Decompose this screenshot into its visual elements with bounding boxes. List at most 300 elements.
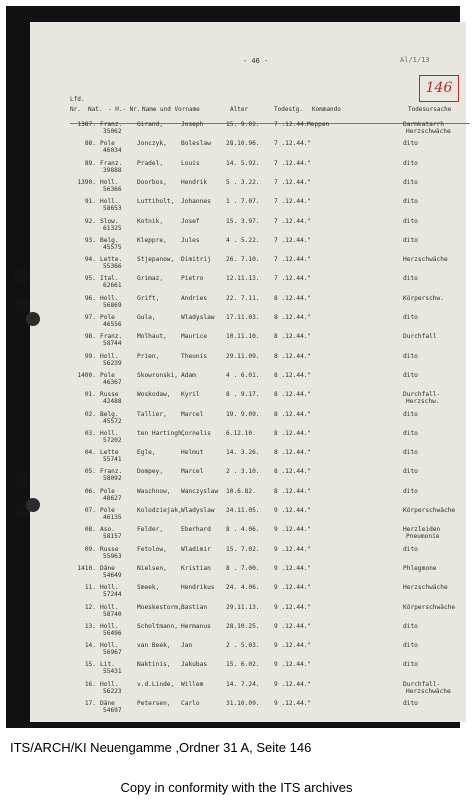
first-name: Pietro [181,275,204,283]
cause-of-death: Herzschwäche [403,584,448,592]
birth-date: 6.12.10. [226,429,256,437]
nationality: Holl. [100,178,119,186]
surname: Tallier, [137,410,167,418]
prisoner-number: 46135 [103,514,122,521]
surname: Luttiholt, [137,198,175,206]
header-name: Name und Vorname [142,106,200,113]
first-name: Wladyslaw [181,314,215,321]
entry-number: 06. [84,487,96,495]
cause-of-death: Körperschw. [403,294,444,302]
surname: Girand, [137,121,164,128]
nationality: Pole [100,507,115,514]
kommando: " [307,680,311,688]
prisoner-number: 46556 [103,321,122,328]
nationality: Belg. [100,410,119,418]
nationality: Holl. [100,680,119,688]
first-name: Wladyslaw [181,507,215,514]
kommando: " [307,217,311,225]
prisoner-number: 48627 [103,494,122,502]
death-date: 9 .12.44. [274,661,308,669]
death-date: 9 .12.44. [274,603,308,611]
cause-of-death: dito [403,642,418,650]
birth-date: 17.11.03. [226,314,260,321]
cause-of-death: dito [403,159,418,167]
cause-of-death: dito [403,314,418,321]
first-name: Willem [181,680,204,688]
entry-number: 13. [84,622,96,630]
entry-number: 99. [84,352,96,360]
conformity-caption: Copy in conformity with the ITS archives [120,780,353,795]
death-date: 7 .12.44. [274,275,308,283]
nationality: Pole [100,487,115,495]
nationality: Lette [100,449,119,457]
first-name: Marcel [181,468,204,476]
prisoner-number: 42488 [103,398,122,406]
death-date: 7 .12.44. [274,178,308,186]
death-date: 8 .12.44. [274,371,308,379]
entry-number: 16. [84,680,96,688]
prisoner-number: 56496 [103,629,122,637]
punch-hole-left-lower [14,472,30,488]
first-name: Josef [181,217,200,225]
cause-of-death: Durchfall- [403,391,441,399]
prisoner-number: 55741 [103,456,122,464]
surname: Moeskestorm, [137,603,182,611]
kommando: " [307,468,311,476]
entry-number: 1410. [77,564,96,572]
cause-of-death-line2: Herzschwäche [406,128,451,135]
surname: v.d.Linde, [137,680,175,688]
nationality: Holl. [100,294,119,302]
prisoner-number: 56223 [103,687,122,695]
table-row [63,700,473,722]
entry-number: 1387. [77,121,96,128]
punch-hole-left-upper [14,268,30,284]
kommando: " [307,526,311,534]
prisoner-number: 54649 [103,571,122,579]
birth-date: 1 . 7.07. [226,198,260,206]
nationality: Aso. [100,526,115,534]
birth-date: 5 . 3.22. [226,178,260,186]
entry-number: 98. [84,333,96,341]
surname: van Beek, [137,642,171,650]
prisoner-number: 46034 [103,147,122,155]
cause-of-death: Körperschwäche [403,603,456,611]
kommando: " [307,487,311,495]
nationality: Holl. [100,429,119,437]
first-name: Wladimir [181,545,211,553]
prisoner-number: 58653 [103,205,122,213]
birth-date: 15. 9.02. [226,121,260,128]
death-date: 8 .12.44. [274,314,308,321]
entry-number: 1400. [77,371,96,379]
cause-of-death: dito [403,429,418,437]
birth-date: 12.11.13. [226,275,260,283]
nationality: Belg. [100,236,119,244]
first-name: Cornelis [181,429,211,437]
page-stamp: 146 [419,75,459,102]
paper-punch-hole-lower [26,498,40,512]
prisoner-number: 62661 [103,282,122,290]
death-date: 9 .12.44. [274,622,308,630]
surname: Jonczyk, [137,140,167,148]
entry-number: 07. [84,507,96,514]
prisoner-number: 55431 [103,668,122,676]
death-date: 8 .12.44. [274,429,308,437]
kommando: " [307,429,311,437]
birth-date: 15. 7.02. [226,545,260,553]
death-date: 8 .12.44. [274,294,308,302]
prisoner-number: 55366 [103,263,122,271]
death-date: 9 .12.44. [274,642,308,650]
first-name: Bastian [181,603,208,611]
nationality: Holl. [100,198,119,206]
nationality: Däne [100,564,115,572]
death-date: 7 .12.44. [274,236,308,244]
birth-date: 19. 9.09. [226,410,260,418]
prisoner-number: 58744 [103,340,122,348]
death-date: 9 .12.44. [274,584,308,592]
birth-date: 31.10.09. [226,700,260,707]
kommando: Meppen [307,121,330,128]
archive-reference: Al/1/13 [400,56,430,64]
entry-number: 93. [84,236,96,244]
nationality: Holl. [100,352,119,360]
surname: Dompey, [137,468,164,476]
birth-date: 8 . 9.17. [226,391,260,399]
first-name: Theunis [181,352,208,360]
cause-of-death: dito [403,371,418,379]
cause-of-death: dito [403,622,418,630]
surname: Stjepanow, [137,256,175,264]
entry-number: 09. [84,545,96,553]
surname: Skowronski, [137,371,178,379]
kommando: " [307,545,311,553]
birth-date: 22. 7.11. [226,294,260,302]
birth-date: 2 . 5.03. [226,642,260,650]
death-date: 7 .12.44. [274,217,308,225]
header-nr: Nr. [70,106,81,113]
entry-number: 1390. [77,178,96,186]
nationality: Holl. [100,584,119,592]
page-number: - 46 - [243,57,269,65]
death-date: 8 .12.44. [274,391,308,399]
birth-date: 15. 3.97. [226,217,260,225]
prisoner-number: 57244 [103,591,122,599]
kommando: " [307,449,311,457]
kommando: " [307,371,311,379]
surname: Molhaut, [137,333,167,341]
kommando: " [307,410,311,418]
surname: Grimaz, [137,275,164,283]
surname: Felder, [137,526,164,534]
cause-of-death: dito [403,661,418,669]
cause-of-death: Durchfall- [403,680,441,688]
first-name: Jan [181,642,193,650]
nationality: Däne [100,700,115,707]
nationality: Franz. [100,121,123,128]
source-caption: ITS/ARCH/KI Neuengamme ,Ordner 31 A, Seite 146 [10,740,312,755]
header-todesursache: Todesursache [408,106,452,113]
surname: Petersen, [137,700,171,707]
nationality: Franz. [100,159,123,167]
document-page [30,22,466,722]
birth-date: 28.10.96. [226,140,260,148]
cause-of-death-line2: Herzschwäche [406,687,451,695]
entry-number: 94. [84,256,96,264]
entry-number: 15. [84,661,96,669]
birth-date: 10.11.10. [226,333,260,341]
death-date: 7 .12.44. [274,159,308,167]
nationality: Russe [100,391,119,399]
prisoner-number: 55963 [103,552,122,560]
birth-date: 29.11.09. [226,352,260,360]
first-name: Jules [181,236,200,244]
cause-of-death: dito [403,700,418,707]
prisoner-number: 58092 [103,475,122,483]
death-date: 8 .12.44. [274,487,308,495]
cause-of-death: dito [403,275,418,283]
death-date: 8 .12.44. [274,333,308,341]
surname: ten Hartingh, [137,429,186,437]
cause-of-death: dito [403,178,418,186]
kommando: " [307,642,311,650]
entry-number: 17. [84,700,96,707]
death-date: 7 .12.44. [274,198,308,206]
birth-date: 29.11.13. [226,603,260,611]
kommando: " [307,178,311,186]
first-name: Kristian [181,564,211,572]
entry-number: 95. [84,275,96,283]
cause-of-death: Durchfall [403,333,437,341]
entry-number: 05. [84,468,96,476]
nationality: Holl. [100,642,119,650]
first-name: Boleslaw [181,140,211,148]
death-date: 9 .12.44. [274,507,308,514]
kommando: " [307,603,311,611]
paper-punch-hole-upper [26,312,40,326]
kommando: " [307,622,311,630]
prisoner-number: 56239 [103,359,122,367]
cause-of-death: Phlegmone [403,564,437,572]
death-date: 8 .12.44. [274,449,308,457]
first-name: Dimitrij [181,256,211,264]
kommando: " [307,256,311,264]
header-kommando: Kommando [312,106,341,113]
nationality: Lit. [100,661,115,669]
birth-date: 24.11.05. [226,507,260,514]
kommando: " [307,700,311,707]
surname: Nielsen, [137,564,167,572]
surname: Pradel, [137,159,164,167]
header-nat: Nat. [88,106,103,113]
surname: Kotnik, [137,217,164,225]
birth-date: 15. 6.02. [226,661,260,669]
nationality: Franz. [100,333,123,341]
surname: Smeek, [137,584,160,592]
first-name: Hendrik [181,178,208,186]
birth-date: 26. 7.10. [226,256,260,264]
surname: Gula, [137,314,156,321]
cause-of-death: dito [403,487,418,495]
entry-number: 97. [84,314,96,321]
first-name: Hermanus [181,622,211,630]
first-name: Louis [181,159,200,167]
prisoner-number: 54697 [103,707,122,714]
entry-number: 11. [84,584,96,592]
kommando: " [307,294,311,302]
death-date: 8 .12.44. [274,410,308,418]
death-date: 7 .12.44. [274,121,308,128]
birth-date: 28.10.25. [226,622,260,630]
surname: Waschnow, [137,487,171,495]
surname: Naktinis, [137,661,171,669]
birth-date: 14. 7.24. [226,680,260,688]
death-date: 7 .12.44. [274,256,308,264]
cause-of-death: dito [403,198,418,206]
birth-date: 10.6.82. [226,487,256,495]
surname: Prien, [137,352,160,360]
prisoner-number: 56967 [103,649,122,657]
header-hnr: - H.- Nr. [108,106,141,113]
kommando: " [307,140,311,148]
nationality: Franz. [100,468,123,476]
entry-number: 04. [84,449,96,457]
scan-background [6,6,460,728]
first-name: Kyril [181,391,200,399]
death-date: 9 .12.44. [274,545,308,553]
cause-of-death-line2: Herzschw. [406,398,440,406]
prisoner-number: 56366 [103,185,122,193]
birth-date: 4 . 6.01. [226,371,260,379]
kommando: " [307,198,311,206]
nationality: Holl. [100,603,119,611]
first-name: Hendrikus [181,584,215,592]
birth-date: 8 . 7.00. [226,564,260,572]
prisoner-number: 45572 [103,417,122,425]
kommando: " [307,333,311,341]
cause-of-death-line2: Pneumonie [406,533,440,541]
first-name: Marcel [181,410,204,418]
kommando: " [307,236,311,244]
cause-of-death: Herzleiden [403,526,441,534]
entry-number: 14. [84,642,96,650]
surname: Egle, [137,449,156,457]
kommando: " [307,391,311,399]
entry-number: 02. [84,410,96,418]
birth-date: 14. 5.92. [226,159,260,167]
prisoner-number: 45575 [103,243,122,251]
cause-of-death: Herzschwäche [403,256,448,264]
surname: Doorbos, [137,178,167,186]
prisoner-number: 46367 [103,378,122,386]
prisoner-number: 58157 [103,533,122,541]
surname: Kolodziejak, [137,507,182,514]
surname: Fetolow, [137,545,167,553]
entry-number: 88. [84,140,96,148]
entry-number: 12. [84,603,96,611]
cause-of-death: dito [403,545,418,553]
first-name: Eberhard [181,526,211,534]
first-name: Wanczyslaw [181,487,219,495]
death-date: 9 .12.44. [274,526,308,534]
punch-hole-left-middle [14,298,30,314]
cause-of-death: dito [403,140,418,148]
death-date: 9 .12.44. [274,680,308,688]
nationality: Slow. [100,217,119,225]
prisoner-number: 35062 [103,128,122,135]
first-name: Maurice [181,333,208,341]
cause-of-death: Darmkatarrh [403,121,444,128]
kommando: " [307,314,311,321]
surname: Woskodaw, [137,391,171,399]
entry-number: 89. [84,159,96,167]
surname: Kleppre, [137,236,167,244]
prisoner-number: 61325 [103,224,122,232]
entry-number: 03. [84,429,96,437]
kommando: " [307,564,311,572]
kommando: " [307,661,311,669]
nationality: Pole [100,140,115,148]
entry-number: 91. [84,198,96,206]
kommando: " [307,275,311,283]
first-name: Johannes [181,198,211,206]
birth-date: 4 . 5.22. [226,236,260,244]
entry-number: 08. [84,526,96,534]
kommando: " [307,507,311,514]
first-name: Helmut [181,449,204,457]
death-date: 9 .12.44. [274,700,308,707]
first-name: Jakubas [181,661,208,669]
kommando: " [307,352,311,360]
surname: Grift, [137,294,160,302]
nationality: Pole [100,371,115,379]
first-name: Joseph [181,121,204,128]
first-name: Andries [181,294,208,302]
prisoner-number: 58740 [103,610,122,618]
entry-number: 01. [84,391,96,399]
death-date: 9 .12.44. [274,564,308,572]
prisoner-number: 39888 [103,166,122,174]
nationality: Russe [100,545,119,553]
birth-date: 24. 4.06. [226,584,260,592]
birth-date: 8 . 4.06. [226,526,260,534]
entry-number: 92. [84,217,96,225]
first-name: Adam [181,371,196,379]
cause-of-death: dito [403,449,418,457]
death-date: 8 .12.44. [274,468,308,476]
birth-date: 2 . 3.10. [226,468,260,476]
cause-of-death: dito [403,236,418,244]
nationality: Ital. [100,275,119,283]
nationality: Pole [100,314,115,321]
prisoner-number: 57202 [103,436,122,444]
cause-of-death: dito [403,217,418,225]
cause-of-death: dito [403,352,418,360]
header-lfd: Lfd. [70,96,85,103]
header-todestag: Todestg. [274,106,303,113]
death-date: 7 .12.44. [274,140,308,148]
kommando: " [307,584,311,592]
cause-of-death: dito [403,410,418,418]
entry-number: 96. [84,294,96,302]
death-date: 8 .12.44. [274,352,308,360]
surname: Scholtmann, [137,622,178,630]
cause-of-death: Körperschwäche [403,507,456,514]
cause-of-death: dito [403,468,418,476]
nationality: Lette. [100,256,123,264]
nationality: Holl. [100,622,119,630]
